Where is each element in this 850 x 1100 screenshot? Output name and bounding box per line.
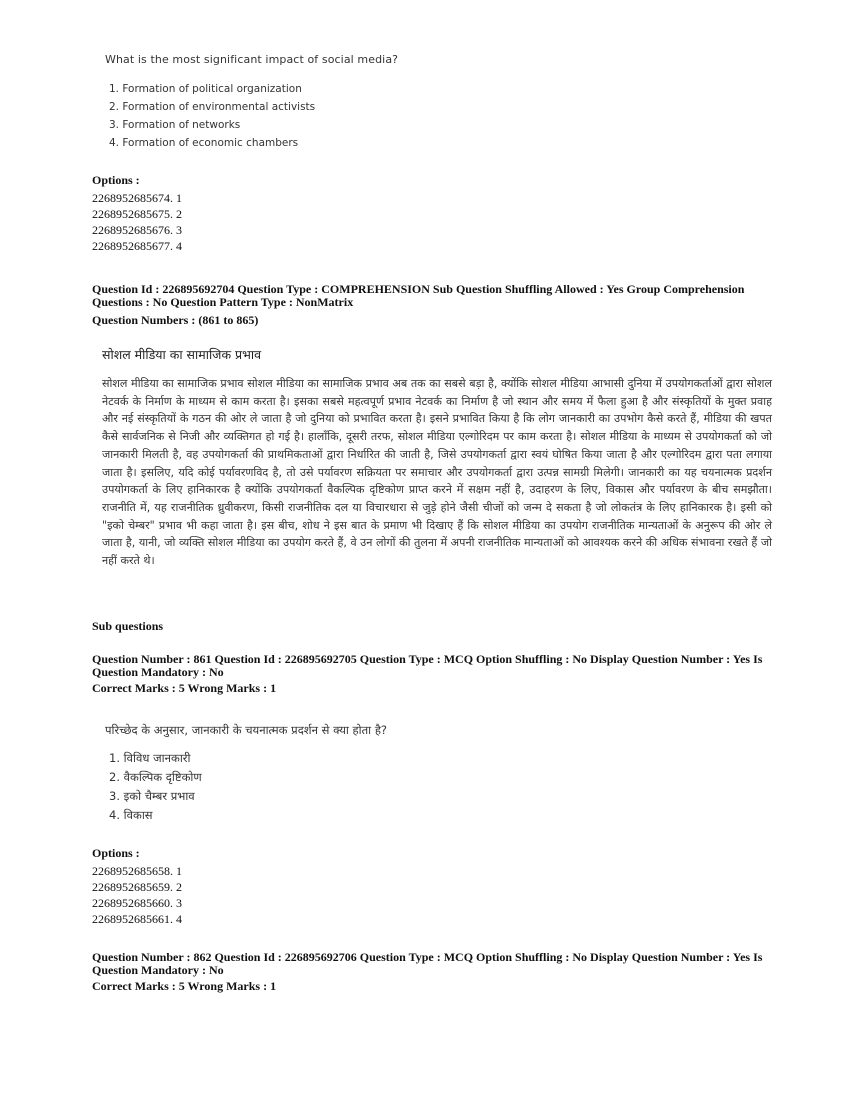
meta-line: Question Number : 861 Question Id : 226895692705 Question Type : MCQ Option Shuffling : No Display Question Number : Yes Is <box>92 652 763 666</box>
option-id: 2268952685661. 4 <box>92 912 182 926</box>
choice-item: 1. Formation of political organization <box>109 83 302 95</box>
option-id: 2268952685659. 2 <box>92 880 182 894</box>
question-861-meta <box>92 653 772 695</box>
meta-line: Question Mandatory : No <box>92 665 224 679</box>
option-id: 2268952685660. 3 <box>92 896 182 910</box>
choice-item: 3. Formation of networks <box>109 119 241 131</box>
meta-line: Correct Marks : 5 Wrong Marks : 1 <box>92 979 277 993</box>
choice-item: 3. इको चैम्बर प्रभाव <box>109 789 195 803</box>
question-861-option-ids <box>92 863 182 927</box>
options-label: Options : <box>92 173 140 187</box>
question-861-text: परिच्छेद के अनुसार, जानकारी के चयनात्मक प्रदर्शन से क्या होता है? <box>105 723 388 737</box>
option-id: 2268952685675. 2 <box>92 207 182 221</box>
option-id: 2268952685658. 1 <box>92 864 182 878</box>
options-label: Options : <box>92 846 140 860</box>
option-id: 2268952685674. 1 <box>92 191 182 205</box>
choice-item: 4. Formation of economic chambers <box>109 137 299 149</box>
choice-item: 2. Formation of environmental activists <box>109 101 316 113</box>
question-862-meta <box>92 951 772 993</box>
question-861-choices <box>109 749 202 825</box>
choice-item: 4. विकास <box>109 808 153 822</box>
passage-title: सोशल मीडिया का सामाजिक प्रभाव <box>102 347 262 362</box>
meta-line: Question Number : 862 Question Id : 226895692706 Question Type : MCQ Option Shuffling : No Display Question Number : Yes Is <box>92 950 763 964</box>
meta-line: Correct Marks : 5 Wrong Marks : 1 <box>92 681 277 695</box>
choice-item: 1. विविध जानकारी <box>109 751 191 765</box>
choice-item: 2. वैकल्पिक दृष्टिकोण <box>109 770 202 784</box>
question-860-text: What is the most significant impact of social media? <box>105 53 399 66</box>
sub-questions-label: Sub questions <box>92 619 164 633</box>
question-860-choices <box>109 80 315 152</box>
meta-line: Question Id : 226895692704 Question Type : COMPREHENSION Sub Question Shuffling Allowed : Yes Group Comprehension <box>92 282 745 296</box>
option-id: 2268952685677. 4 <box>92 239 182 253</box>
question-860-option-ids <box>92 190 182 254</box>
comprehension-meta <box>92 283 772 309</box>
meta-line: Question Mandatory : No <box>92 963 224 977</box>
passage-text: सोशल मीडिया का सामाजिक प्रभाव सोशल मीडिया का सामाजिक प्रभाव अब तक का सबसे बड़ा है, क्योंकि सोशल मीडिया आभासी दुनिया में उपयोगकर्ताओं द्वारा सोशल नेटवर्क के निर्माण के माध्यम से काम करता है। इसका सबसे महत्वपूर्ण प्रभाव नेटवर्क का निर्माण है जो स्थान और समय में फैला हुआ है और संस्कृतियों के मुक्त प्रवाह और नई संस्कृतियों के गठन की ओर ले जाता है जो दुनिया को प्रभावित करता है। इसने प्रभावित किया है कि लोग जानकारी का उपभोग कैसे करते हैं, मीडिया की खपत कैसे सार्वजनिक से निजी और व्यक्तिगत हो गई है। हालाँकि, दूसरी तरफ, सोशल मीडिया एल्गोरिदम पर काम करता है। सोशल मीडिया के माध्यम से उपयोगकर्ता को जो जानकारी मिलती है, वह उपयोगकर्ता की प्राथमिकताओं द्वारा निर्धारित की जाती है, जिसे उपयोगकर्ता द्वारा स्वयं घोषित किया जाता है और एल्गोरिदम द्वारा पता लगाया जाता है। इसलिए, यदि कोई पर्यावरणविद है, तो उसे पर्यावरण सक्रियता पर समाचार और उपयोगकर्ता द्वारा उत्पन्न सामग्री मिलेगी। जानकारी का यह चयनात्मक प्रदर्शन उपयोगकर्ता के लिए हानिकारक है क्योंकि उपयोगकर्ता वैकल्पिक दृष्टिकोण प्राप्त करने में सक्षम नहीं है, उदाहरण के लिए, विकास और पर्यावरण के बीच समझौता। राजनीति में, यह राजनीतिक ध्रुवीकरण, किसी राजनीतिक दल या विचारधारा से जुड़े होने जैसी चीजों को जन्म दे सकता है जो लोकतंत्र के लिए हानिकारक है। इसी को "इको चेम्बर" प्रभाव भी कहा जाता है। इस बीच, शोध ने इस बात के प्रमाण भी दिखाए हैं कि सोशल मीडिया का उपयोग राजनीतिक मान्यताओं के अनुरूप की ओर ले जाता है, यानी, जो व्यक्ति सोशल मीडिया का उपयोग करते हैं, वे उन लोगों की तुलना में अपनी राजनीतिक मान्यताओं को आवश्यक करने की अधिक संभावना रखते हैं जो नहीं करते थे। <box>102 377 772 568</box>
meta-line: Questions : No Question Pattern Type : NonMatrix <box>92 295 354 309</box>
question-numbers: Question Numbers : (861 to 865) <box>92 313 259 327</box>
option-id: 2268952685676. 3 <box>92 223 182 237</box>
